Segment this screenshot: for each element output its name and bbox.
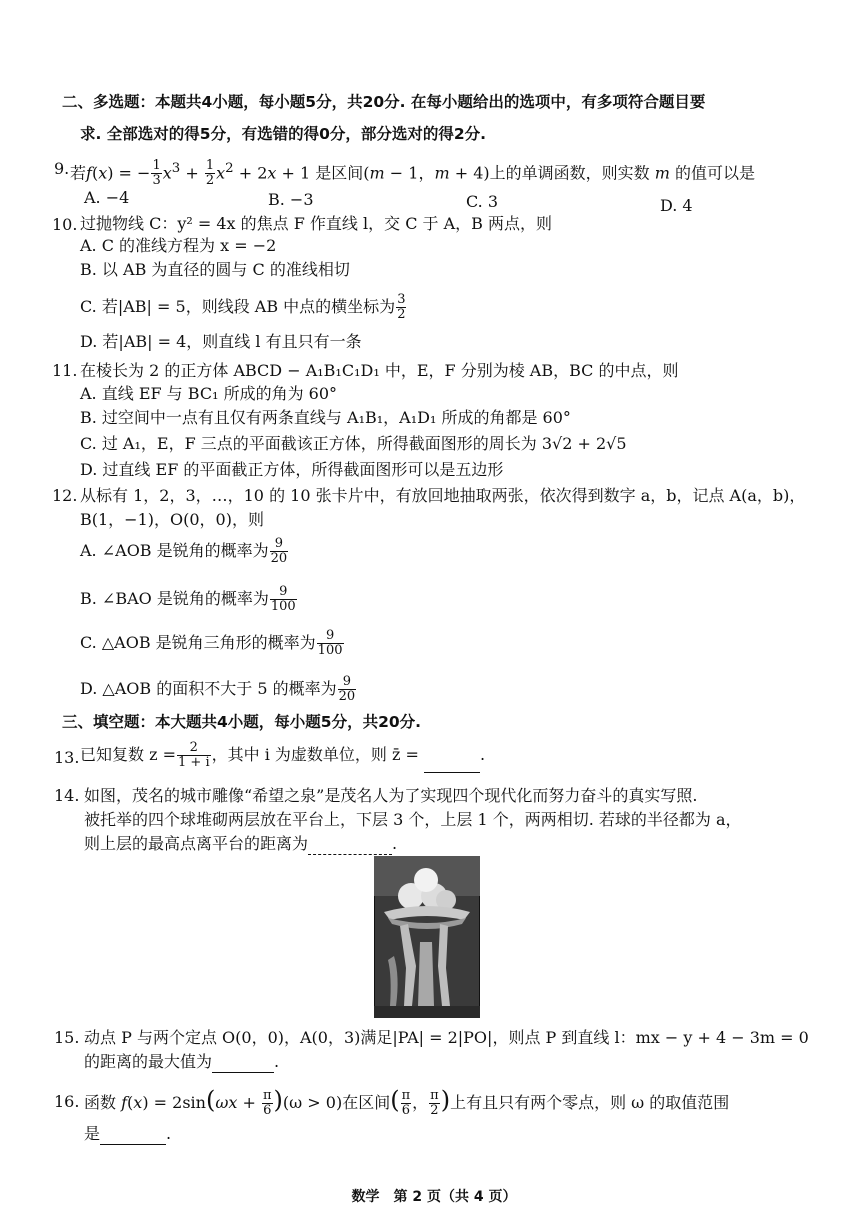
q16-answer-blank [100,1124,166,1145]
section2-line1: 二、多选题：本题共4小题，每小题5分，共20分. 在每小题给出的选项中，有多项符合题目要 [62,93,706,111]
q9-option-c: C. 3 [466,192,499,211]
q9-stem: 若f(x) = − $\frac{1}{3}$ $x^3$ + $\frac{1}{2}$ $x^2 + 2x + 1$ 是区间(m − 1，m + 4)上的单调函数，则实数 m 的值可以是 [70,158,756,189]
q13-stem [80,738,485,773]
q15-line2-text: 的距离的最大值为 [84,1052,213,1071]
q12-a-text: A. ∠AOB 是锐角的概率为 [80,541,269,560]
q10-stem: 过抛物线 C：y² = 4x 的焦点 F 作直线 l，交 C 于 A，B 两点，则 [80,214,553,233]
q12-stem-line1: 从标有 1，2，3，…，10 的 10 张卡片中，有放回地抽取两张，依次得到数字 a，b，记点 A(a，b)， [80,486,806,505]
q12-stem-line2: B(1，−1)，O(0，0)，则 [80,510,264,529]
q12-d-num: 9 [338,675,357,690]
q15-answer-blank [212,1052,274,1073]
q12-c-den: 100 [317,643,343,658]
q12-d-den: 20 [338,689,356,704]
q13-answer-blank [424,738,480,773]
q12-b-den: 100 [270,599,296,614]
q14-number: 14. [54,786,80,805]
q12-c-text: C. △AOB 是锐角三角形的概率为 [80,633,316,652]
section3-header: 三、填空题：本大题共4小题，每小题5分，共20分. [62,713,422,731]
q11-number: 11. [52,361,78,380]
q12-number: 12. [52,486,78,505]
q13-frac-num: 2 [177,741,211,756]
q9-stem-b: 是区间( [315,163,370,183]
q15-line2 [84,1052,279,1073]
q16-line2 [84,1124,171,1145]
q13-frac-den: 1 + i [178,755,210,770]
q16-number: 16. [54,1092,80,1111]
q10-option-d: D. 若|AB| = 4，则直线 l 有且只有一条 [80,332,362,351]
q12-option-a [80,534,289,568]
q14-answer-blank [308,834,392,855]
q9-option-a: A. −4 [84,188,130,207]
q14-line3 [84,834,397,855]
q10-c-den: 2 [397,307,406,322]
q14-line1: 如图，茂名的城市雕像“希望之泉”是茂名人为了实现四个现代化而努力奋斗的真实写照. [84,786,698,805]
q12-option-d [80,672,357,706]
q13-number: 13. [54,748,80,767]
q9-option-d: D. 4 [660,196,693,215]
q10-option-c-text: C. 若|AB| = 5，则线段 AB 中点的横坐标为 [80,297,396,316]
q12-a-num: 9 [270,537,289,552]
q11-option-a: A. 直线 EF 与 BC₁ 所成的角为 60° [80,384,338,403]
page-footer: 数学 第 2 页（共 4 页） [351,1189,517,1205]
q13-end: . [480,745,486,764]
q11-option-b: B. 过空间中一点有且仅有两条直线与 A₁B₁，A₁D₁ 所成的角都是 60° [80,408,571,427]
q15-end: . [274,1052,280,1071]
q10-option-a: A. C 的准线方程为 x = −2 [80,236,277,255]
section2-line2: 求. 全部选对的得5分，有选错的得0分，部分选对的得2分. [80,125,487,143]
q16-stem-c: 上有且只有两个零点，则 ω 的取值范围 [450,1093,730,1112]
q9-stem-a: 若 [70,163,87,183]
q11-option-d: D. 过直线 EF 的平面截正方体，所得截面图形可以是五边形 [80,460,504,479]
q13-stem-a: 已知复数 z = [80,745,177,764]
q10-c-num: 3 [397,292,406,307]
q14-end: . [392,834,398,853]
q12-c-num: 9 [317,629,344,644]
q13-stem-b: ，其中 i 为虚数单位，则 z̄ = [211,745,419,764]
q16-stem-a: 函数 [84,1093,117,1112]
q14-line3-text: 则上层的最高点离平台的距离为 [84,834,309,853]
q12-d-text: D. △AOB 的面积不大于 5 的概率为 [80,679,337,698]
q11-stem: 在棱长为 2 的正方体 ABCD − A₁B₁C₁D₁ 中，E，F 分别为棱 AB，BC 的中点，则 [80,361,679,380]
q12-a-den: 20 [270,551,288,566]
q12-option-b [80,582,298,616]
q15-line1: 动点 P 与两个定点 O(0，0)，A(0，3)满足|PA| = 2|PO|，则点 P 到直线 l：mx − y + 4 − 3m = 0 [84,1028,809,1047]
q11-option-c: C. 过 A₁，E，F 三点的平面截该正方体，所得截面图形的周长为 3√2 + 2√5 [80,434,627,453]
q10-option-b: B. 以 AB 为直径的圆与 C 的准线相切 [80,260,350,279]
q12-b-num: 9 [270,585,297,600]
q16-stem-b: (ω > 0)在区间 [282,1093,391,1112]
sculpture-photo [374,856,480,1018]
q16-stem: 函数 f(x) = 2sin(ωx + $\frac{\pi}{6}$ )(ω > 0)在区间( $\frac{\pi}{6}$ ， $\frac{\pi}{2}$ )上有且只有两个零点，则 ω 的取值范围 [84,1086,730,1118]
q16-line2-text: 是 [84,1124,101,1143]
q16-end: . [166,1124,172,1143]
q12-option-c [80,626,345,660]
q14-line2: 被托举的四个球堆砌两层放在平台上，下层 3 个，上层 1 个，两两相切. 若球的半径都为 a， [84,810,742,829]
q9-number: 9. [54,159,70,178]
q9-stem-d: 的值可以是 [675,163,756,183]
q12-b-text: B. ∠BAO 是锐角的概率为 [80,589,269,608]
q10-option-c [80,290,407,324]
q9-option-b: B. −3 [268,190,314,209]
q10-number: 10. [52,215,78,234]
q9-stem-c: )上的单调函数，则实数 [483,163,650,183]
q15-number: 15. [54,1028,80,1047]
